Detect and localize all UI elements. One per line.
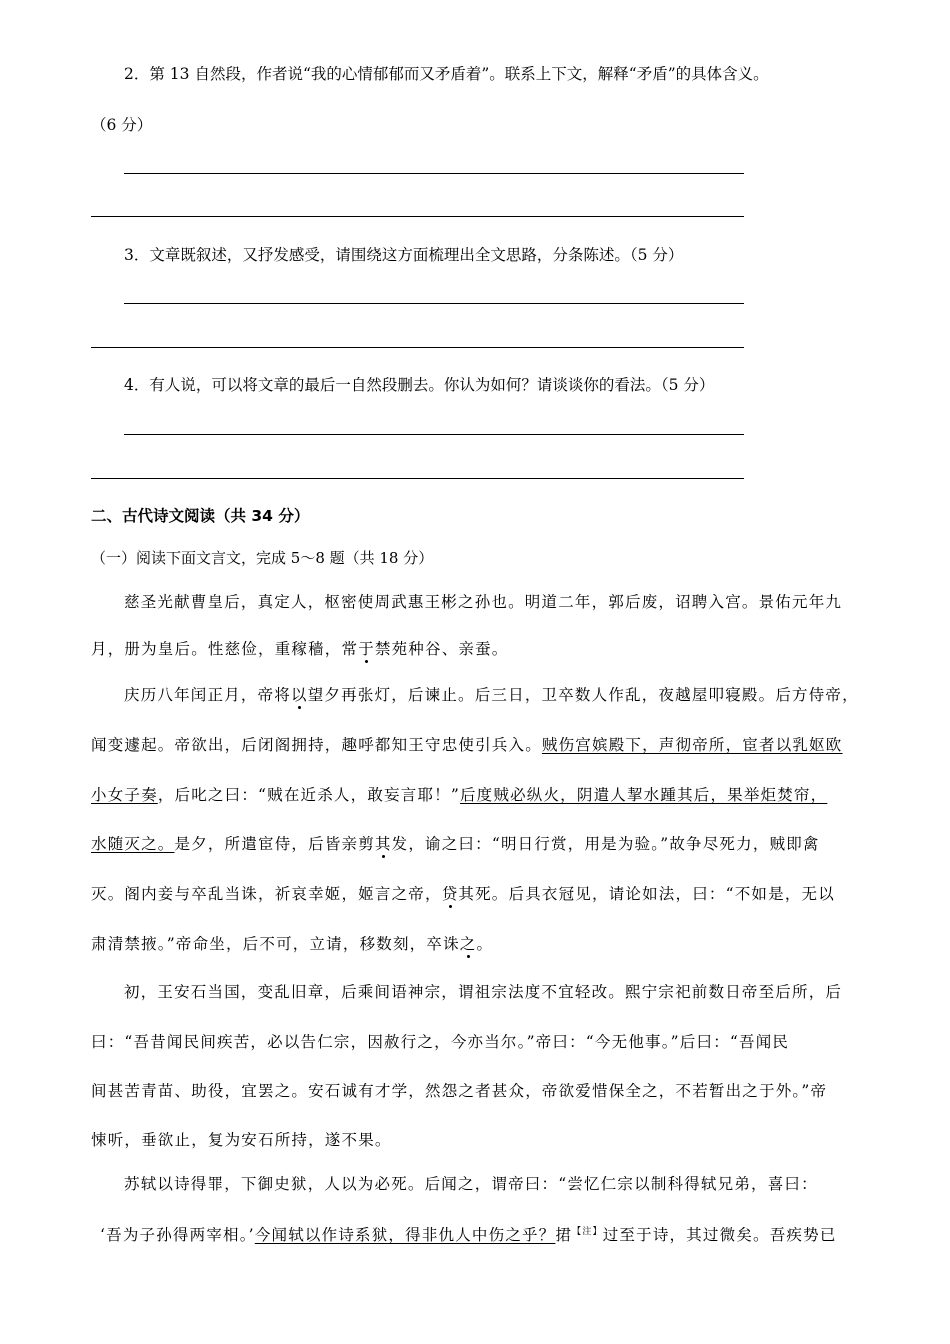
underlined-sentence: 贼伤宫嫔殿下，声彻帝所，宦者以乳妪欧 (541, 736, 843, 754)
passage-line: 水随灭之。是夕，所遣宦侍，后皆亲剪其发，谕之曰：“明日行赏，用是为验。”故争尽死力，贼即禽 (91, 835, 820, 853)
passage-line: 庆历八年闰正月，帝将以望夕再张灯，后谏止。后三日，卫卒数人作乱，夜越屋叩寝殿。后方侍帝， (124, 686, 859, 704)
passage-line: 月，册为皇后。性慈俭，重稼穑，常于禁苑种谷、亲蚕。 (91, 640, 509, 658)
emphasis-dot-char: 贷 (441, 885, 459, 903)
passage-line: 肃清禁掖。”帝命坐，后不可，立请，移数刻，卒诛之。 (91, 935, 494, 953)
answer-line[interactable] (91, 216, 744, 217)
underlined-sentence: 水随灭之。 (91, 835, 175, 853)
q2-score: （6 分） (91, 116, 153, 134)
passage-line: 苏轼以诗得罪，下御史狱，人以为必死。后闻之，谓帝曰：“尝忆仁宗以制科得轼兄弟，喜曰： (124, 1175, 818, 1193)
q3-text: 3．文章既叙述，又抒发感受，请围绕这方面梳理出全文思路，分条陈述。（5 分） (124, 246, 684, 264)
q4-text: 4．有人说，可以将文章的最后一自然段删去。你认为如何？请谈谈你的看法。（5 分） (124, 376, 715, 394)
passage-line: 初，王安石当国，变乱旧章，后乘间语神宗，谓祖宗法度不宜轻改。熙宁宗祀前数日帝至后所，后 (124, 983, 843, 1001)
passage-line: 间甚苦青苗、助役，宜罢之。安石诚有才学，然怨之者甚众，帝欲爱惜保全之，不若暂出之于外。”帝 (91, 1082, 828, 1100)
answer-line[interactable] (124, 434, 744, 435)
answer-line[interactable] (91, 478, 744, 479)
passage-line: 曰：“吾昔闻民间疾苦，必以告仁宗，因赦行之，今亦当尔。”帝曰：“今无他事。”后曰：“吾闻民 (91, 1033, 790, 1051)
answer-line[interactable] (124, 303, 744, 304)
emphasis-dot-char: 其 (374, 835, 392, 853)
answer-line[interactable] (124, 173, 744, 174)
answer-line[interactable] (91, 347, 744, 348)
emphasis-dot-char: 于 (358, 640, 375, 658)
footnote-marker: 【注】 (572, 1227, 603, 1237)
section-title: 二、古代诗文阅读（共 34 分） (91, 507, 310, 525)
passage-line: 小女子奏，后叱之曰：“贼在近杀人，敢妄言耶！”后度贼必纵火，阴遣人挈水踵其后，果举炬焚帘， (91, 786, 828, 804)
underlined-sentence: 小女子奏 (91, 786, 158, 804)
passage-line: 慈圣光献曹皇后，真定人，枢密使周武惠王彬之孙也。明道二年，郭后废，诏聘入宫。景佑元年九 (124, 593, 843, 611)
passage-line: 悚听，垂欲止，复为安石所持，遂不果。 (91, 1131, 392, 1149)
emphasis-dot-char: 之 (459, 935, 477, 953)
passage-line: 灭。阁内妾与卒乱当诛，祈哀幸姬，姬言之帝，贷其死。后具衣冠见，请论如法，曰：“不如是，无以 (91, 885, 835, 903)
q2-text: 2．第 13 自然段，作者说“我的心情郁郁而又矛盾着”。联系上下文，解释“矛盾”的具体含义。 (124, 65, 769, 83)
underlined-sentence: 后度贼必纵火，阴遣人挈水踵其后，果举炬焚帘， (459, 786, 828, 804)
section-subtitle: （一）阅读下面文言文，完成 5～8 题（共 18 分） (91, 549, 434, 567)
passage-line: 闻变遽起。帝欲出，后闭阁拥持，趣呼都知王守忠使引兵入。贼伤宫嫔殿下，声彻帝所，宦者以乳妪欧 (91, 736, 843, 754)
emphasis-dot-char: 以 (291, 686, 308, 704)
passage-line: ‘吾为子孙得两宰相。’今闻轼以作诗系狱，得非仇人中伤之乎？捃$^{【注】}$过至于诗，其过微矣。吾疾势已 (100, 1226, 837, 1244)
underlined-sentence: 今闻轼以作诗系狱，得非仇人中伤之乎？ (254, 1226, 556, 1244)
